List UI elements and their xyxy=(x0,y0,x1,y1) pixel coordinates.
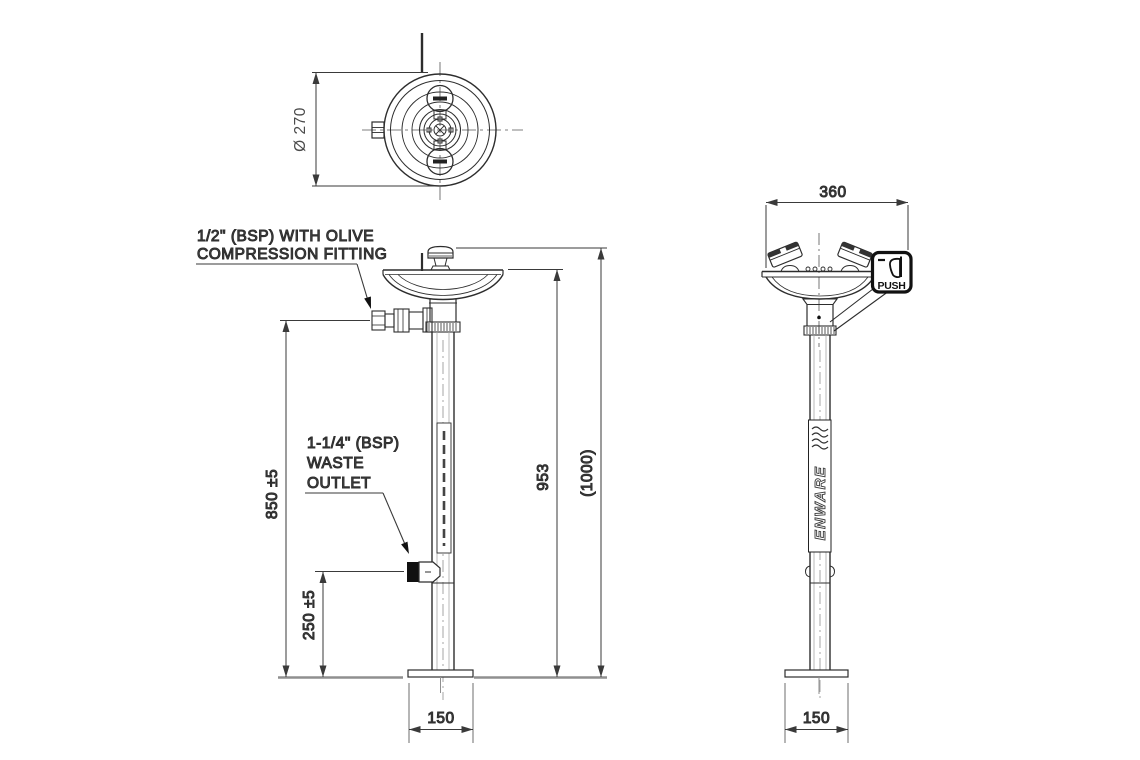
aerator-detail xyxy=(806,267,810,271)
side-width-dim-label: 360 xyxy=(819,184,847,201)
inlet-height-dimension xyxy=(280,321,370,678)
spray-head-foot xyxy=(781,266,799,272)
inlet-note-line2: COMPRESSION FITTING xyxy=(197,246,388,263)
spray-head-foot xyxy=(841,266,859,272)
inlet-note-line1: 1/2" (BSP) WITH OLIVE xyxy=(197,228,375,245)
bowl-height-dim-label: 953 xyxy=(535,463,552,491)
brand-sticker-front xyxy=(437,423,451,553)
bowl-neck-front xyxy=(426,300,460,333)
waste-note xyxy=(305,435,409,554)
waste-height-dimension xyxy=(315,572,404,678)
brand-label: ENWARE xyxy=(812,465,829,541)
side-view xyxy=(762,184,911,743)
arrowhead xyxy=(313,73,320,85)
bowl-front xyxy=(383,270,503,300)
waste-note-line1: 1-1/4" (BSP) xyxy=(307,435,400,452)
base-plate-front xyxy=(408,670,473,677)
brand-sticker-side xyxy=(809,420,832,552)
top-view xyxy=(292,33,523,200)
inlet-valve-assembly xyxy=(372,308,432,332)
spray-head-left-side xyxy=(767,242,802,268)
front-base-dim-label: 150 xyxy=(427,710,455,727)
leader-arrowhead xyxy=(364,297,371,310)
aerator-detail xyxy=(828,267,832,271)
waste-outlet-fitting xyxy=(407,562,440,582)
waste-height-dim-label: 250 ±5 xyxy=(301,589,318,641)
overall-height-dim-label: (1000) xyxy=(579,449,596,497)
aerator-detail xyxy=(813,267,817,271)
spray-head-front xyxy=(428,247,453,271)
push-hand-icon xyxy=(890,257,901,278)
waste-note-line3: OUTLET xyxy=(307,475,372,492)
spray-head-right-side xyxy=(837,242,872,268)
inlet-height-dim-label: 850 ±5 xyxy=(264,468,281,520)
push-sign-label: PUSH xyxy=(877,280,906,292)
base-plate-side xyxy=(785,670,848,677)
inlet-note xyxy=(196,228,387,309)
push-sign xyxy=(873,253,912,293)
center-mark xyxy=(817,316,821,320)
bowl-side xyxy=(762,272,878,300)
diameter-dimension xyxy=(312,73,440,187)
aerator-detail xyxy=(821,267,825,271)
front-view xyxy=(196,228,607,743)
leader-arrowhead xyxy=(401,542,409,554)
waste-note-line2: WASTE xyxy=(307,455,365,472)
side-base-dim-label: 150 xyxy=(802,710,831,727)
arrowhead xyxy=(313,175,320,187)
diameter-dim-label: Ø 270 xyxy=(292,107,309,152)
